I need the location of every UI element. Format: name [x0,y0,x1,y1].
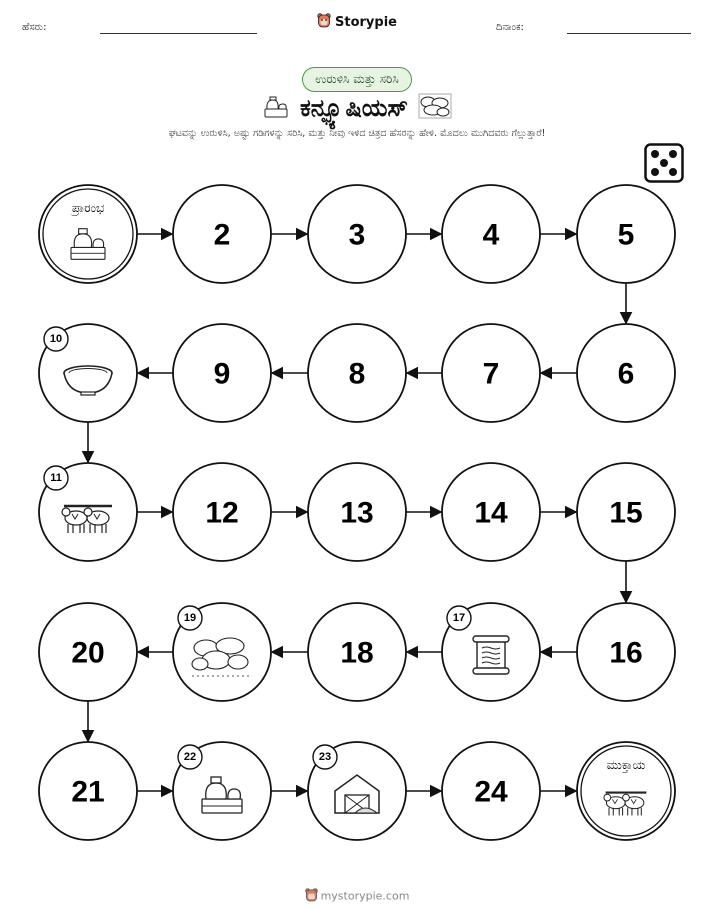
space-number: 4 [482,218,500,252]
space-number: 7 [482,357,500,391]
finish-space[interactable] [577,742,675,840]
board-space[interactable] [39,742,137,840]
space-number: 2 [213,218,231,252]
space-number: 14 [474,496,508,530]
space-number-badge: 17 [452,612,466,624]
board-space[interactable] [173,742,271,840]
scroll-icon [473,636,509,674]
board-space[interactable] [39,603,137,701]
board-space[interactable] [173,324,271,422]
space-number-badge: 19 [183,612,197,624]
space-number: 16 [609,636,643,670]
date-label: ದಿನಾಂಕ: [496,22,524,33]
space-number: 12 [205,496,239,530]
space-number-badge: 10 [49,333,63,345]
board-space[interactable] [442,324,540,422]
board-space[interactable] [308,463,406,561]
name-label: ಹೆಸರು: [22,22,47,33]
space-number: 5 [617,218,635,252]
page-title: ಕನ್ಫ್ಯೂಷಿಯಸ್ [0,93,714,125]
board-space[interactable] [577,185,675,283]
space-number: 18 [340,636,374,670]
start-label: ಪ್ರಾರಂಭ [71,201,105,215]
footer-url: mystorypie.com [320,889,410,903]
game-type-badge: ಉರುಳಿಸಿ ಮತ್ತು ಸರಿಸಿ [0,67,714,92]
space-number-badge: 22 [183,751,197,763]
space-number: 13 [340,496,374,530]
board-space[interactable] [173,603,271,701]
board-space[interactable] [39,324,137,422]
board-space[interactable] [308,324,406,422]
board-space[interactable] [173,463,271,561]
board-space[interactable] [577,324,675,422]
board-space[interactable] [442,603,540,701]
board-space[interactable] [308,603,406,701]
board-space[interactable] [39,463,137,561]
start-space[interactable] [39,185,137,283]
space-number: 6 [617,357,635,391]
space-number: 24 [474,775,508,809]
footer [0,888,714,905]
space-number-badge: 23 [318,751,332,763]
board-space[interactable] [173,185,271,283]
brand-name: Storypie [335,15,397,30]
space-number: 8 [348,357,366,391]
board-space[interactable] [308,185,406,283]
space-number-badge: 11 [50,472,62,484]
bear-logo-icon [305,888,318,905]
finish-label: ಮುಕ್ತಾಯ [606,758,646,772]
space-number: 21 [71,775,105,809]
board-space[interactable] [308,742,406,840]
space-number: 3 [348,218,366,252]
space-number: 15 [609,496,643,530]
space-number: 20 [71,636,105,670]
board-space[interactable] [442,742,540,840]
board-space[interactable] [577,463,675,561]
board-space[interactable] [442,185,540,283]
board-space[interactable] [577,603,675,701]
instructions: ಘಟವನ್ನು ಉರುಳಿಸಿ, ಅಷ್ಟು ಗಡಿಗಳನ್ನು ಸರಿಸಿ, ಮತ್ತು ನೀವು ಇಳಿದ ಚಿತ್ರದ ಹೆಸರನ್ನು ಹೇಳಿ. ಮೊದಲು ಮುಗಿದವರು ಗೆಲ್ಲುತ್ತಾರೆ! [168,128,546,139]
board-space[interactable] [442,463,540,561]
space-number: 9 [213,357,231,391]
